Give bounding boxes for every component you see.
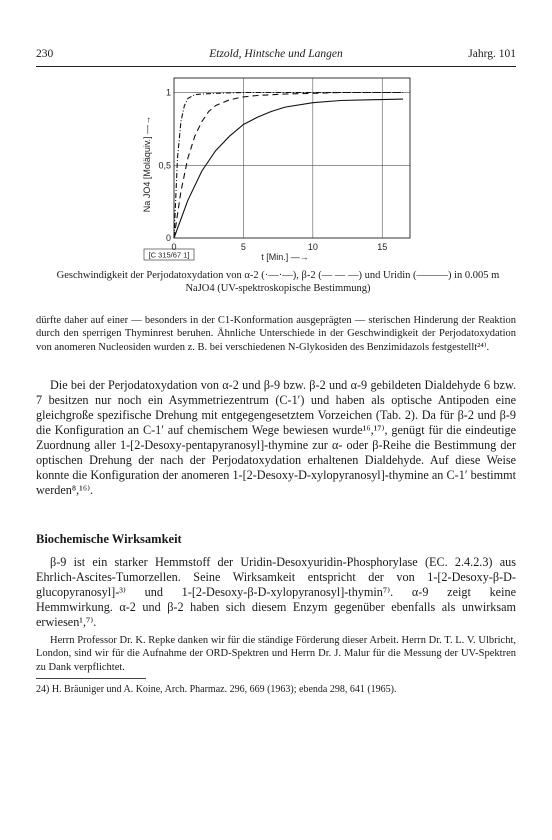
y-tick-label-1: 0,5 [158, 160, 171, 171]
image-code: [C 315/67 1] [148, 250, 190, 260]
paragraph-biochem-text: β-9 ist ein starker Hemmstoff der Uridin-Desoxyuridin-Phosphorylase (EC. 2.4.2.3) aus Ehrlich-Ascites-Tumorzellen. Seine Wirksamkeit entspricht der von 1-[2-Desoxy-β-D-glucopyranosyl]-³⁾ und 1-[2-Desoxy-β-D-xylopyranosyl]-thymin⁷⁾. α-9 zeigt keine Hemmwirkung. α-2 und β-2 haben sich diesem Enzym gegenüber ebenfalls als unwirksam erwiesen¹,⁷⁾. [36, 555, 516, 629]
reaction-rate-chart [120, 68, 420, 268]
running-header [36, 48, 516, 64]
x-tick-label-0: 0 [171, 242, 177, 252]
chart-grid [174, 78, 410, 238]
figure-caption: Geschwindigkeit der Perjodatoxydation von α-2 (·—·—), β-2 (— — —) und Uridin (———) in 0.005 m NaJO4 (UV-spektroskopische Bestimmung) [56, 270, 500, 294]
x-axis-label: t [Min.] —→ [261, 252, 309, 262]
x-tick-label-1: 5 [240, 242, 246, 252]
running-authors: Etzold, Hintsche und Langen [209, 48, 343, 60]
footnote-24: 24) H. Bräuniger und A. Koine, Arch. Pharmaz. 296, 669 (1963); ebenda 298, 641 (1965). [36, 684, 397, 695]
footnote-rule [36, 678, 146, 679]
x-tick-label-2: 10 [307, 242, 318, 252]
paragraph-small-1: dürfte daher auf einer — besonders in der C1-Konformation ausgeprägten — sterischen Hinderung der Reaktion durch den sperrigen Thyminrest beruhen. Ähnliche Unterschiede in der Geschwindigkeit der Perjodatoxydation von anomeren Nucleosiden wurden z. B. bei verschiedenen N-Glykosiden des Benzimidazols festgestellt²⁴⁾. [36, 315, 516, 353]
page-number: 230 [36, 48, 54, 60]
paragraph-configuration [36, 378, 516, 498]
paragraph-configuration-text: Die bei der Perjodatoxydation von α-2 und β-9 bzw. β-2 und α-9 gebildeten Dialdehyde 6 bzw. 7 besitzen nur noch ein Asymmetriezentrum (C-1′) und haben als optische Antipoden eine gleichgroße spezifische Drehung mit entgegengesetztem Vorzeichen (Tab. 2). Da für β-2 und β-9 die Konfiguration an C-1′ auf chemischem Wege bewiesen wurde¹⁶,¹⁷⁾, genügt für die eindeutige Zuordnung aller 1-[2-Desoxy-pentapyranosyl]-thymine zur α- oder β-Reihe die Bestimmung der optischen Drehung der nach der Perjodatoxydation erhaltenen Dialdehyde. Auf diese Weise konnte die Konfiguration der anomeren 1-[2-Desoxy-D-xylopyranosyl]-thymine an C-1′ bestimmt werden⁸,¹⁶⁾. [36, 378, 516, 497]
plot-frame [174, 78, 410, 238]
series-line-solid [174, 99, 403, 238]
x-tick-label-3: 15 [377, 242, 388, 252]
paragraph-biochem [36, 555, 516, 630]
header-rule [36, 66, 516, 67]
y-tick-label-2: 1 [165, 87, 171, 98]
journal-year: Jahrg. 101 [468, 48, 516, 60]
acknowledgement-text: Herrn Professor Dr. K. Repke danken wir für die ständige Förderung dieser Arbeit. Herrn Dr. T. L. V. Ulbricht, London, sind wir für die Aufnahme der ORD-Spektren und Herrn Dr. J. Malur für die Messung der UV-Spektren zu Dank verpflichtet. [36, 635, 516, 673]
y-axis-label: Na JO4 [Moläquiv.] —→ [142, 115, 152, 213]
y-tick-label-0: 0 [165, 233, 171, 243]
acknowledgement-paragraph [36, 634, 516, 674]
section-heading: Biochemische Wirksamkeit [36, 532, 182, 546]
